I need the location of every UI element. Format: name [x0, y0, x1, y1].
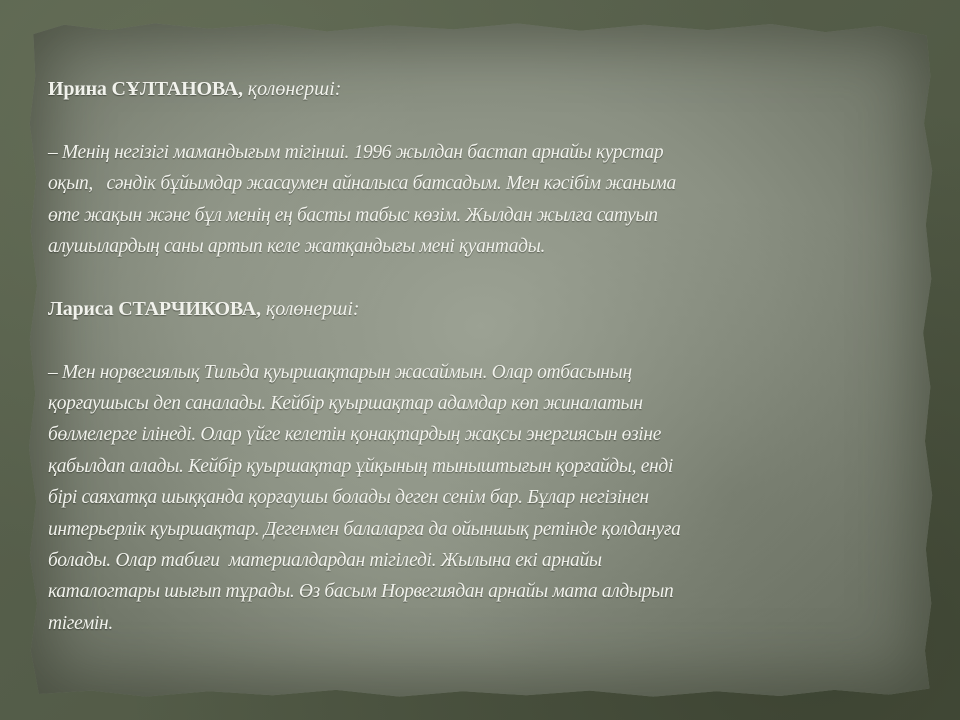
quote-line: қорғаушысы деп саналады. Кейбір қуыршақтар адамдар көп жиналатын [48, 393, 643, 415]
slide-text [48, 74, 878, 639]
quote-line: оқып, сәндік бұйымдар жасаумен айналыса батсадым. Мен кәсібім жаныма [48, 173, 676, 195]
quote-line: өте жақын және бұл менің ең басты табыс көзім. Жылдан жылға сатуып [48, 204, 658, 226]
quote-line: тігемін. [48, 612, 113, 634]
quote-line: қабылдап алады. Кейбір қуыршақтар ұйқының тыныштығын қорғайды, енді [48, 455, 673, 477]
person2-heading [48, 294, 878, 325]
quote-line: бірі саяхатқа шыққанда қорғаушы болады деген сенім бар. Бұлар негізінен [48, 487, 649, 509]
quote-line: бөлмелерге ілінеді. Олар үйге келетін қонақтардың жақсы энергиясын өзіне [48, 424, 661, 446]
quote-line: – Менің негізігі мамандығым тігінші. 1996 жылдан бастап арнайы курстар [48, 141, 664, 163]
quote-line: – Мен норвегиялық Тильда қуыршақтарын жасаймын. Олар отбасының [48, 361, 632, 383]
quote-line: каталогтары шығып тұрады. Өз басым Норвегиядан арнайы мата алдырып [48, 581, 674, 603]
person2-name: Лариса СТАРЧИКОВА, [48, 297, 261, 320]
quote-line: интерьерлік қуыршақтар. Дегенмен балаларға да ойыншық ретінде қолдануға [48, 518, 681, 540]
person1-quote [48, 137, 878, 263]
quote-line: болады. Олар табиғи материалдардан тігіледі. Жылына екі арнайы [48, 550, 602, 572]
spacer [48, 325, 878, 356]
quote-line: алушылардың саны артып келе жатқандығы мені қуантады. [48, 236, 546, 258]
spacer [48, 105, 878, 136]
spacer [48, 262, 878, 293]
person1-role: қолөнерші: [247, 78, 342, 100]
person2-role: қолөнерші: [265, 297, 360, 320]
person1-heading [48, 74, 878, 105]
person1-name: Ирина СҰЛТАНОВА, [48, 78, 243, 100]
person2-quote [48, 357, 878, 640]
